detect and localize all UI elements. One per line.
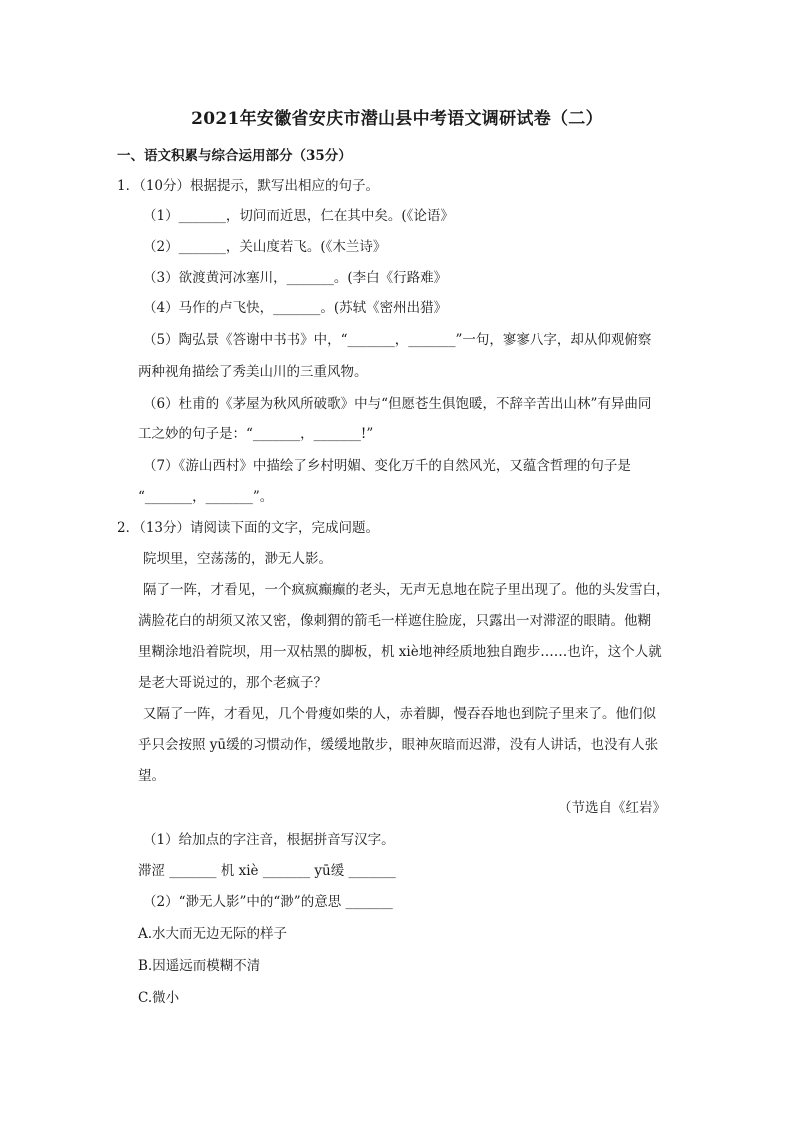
question-1-item: （5）陶弘景《答谢中书书》中，“_______，_______”一句，寥寥八字，却从仰观俯察 bbox=[143, 332, 652, 348]
question-1-stem: 1．（10分）根据提示，默写出相应的句子。 bbox=[117, 178, 380, 194]
passage-line: 乎只会按照 yū缓的习惯动作，缓缓地散步，眼神灰暗而迟滞，没有人讲话，也没有人张 bbox=[138, 737, 659, 753]
question-1-item: （3）欲渡黄河冰塞川，_______。(李白《行路难》 bbox=[143, 270, 448, 286]
question-2-sub1: （1）给加点的字注音，根据拼音写汉字。 bbox=[143, 832, 395, 848]
passage-line: 望。 bbox=[138, 768, 165, 784]
passage-line: 里糊涂地沿着院坝，用一双枯黑的脚板，机 xiè地神经质地独自跑步……也许，这个人就 bbox=[138, 644, 662, 660]
option-a: A.水大而无边无际的样子 bbox=[138, 926, 288, 942]
passage-line: 是老大哥说过的，那个老疯子？ bbox=[138, 675, 327, 691]
question-1-item: （6）杜甫的《茅屋为秋风所破歌》中与“但愿苍生俱饱暖，不辞辛苦出山林”有异曲同 bbox=[143, 396, 652, 412]
passage-line: 又隔了一阵，才看见，几个骨瘦如柴的人，赤着脚，慢吞吞地也到院子里来了。他们似 bbox=[143, 706, 656, 722]
question-1-item-continued: “_______，_______”。 bbox=[138, 489, 274, 505]
question-1-item: （4）马作的卢飞快，_______。(苏轼《密州出猎》 bbox=[143, 300, 448, 316]
option-b: B.因遥远而模糊不清 bbox=[138, 958, 261, 974]
question-2-sub1-answer: 滞涩 _______ 机 xiè _______ yū缓 _______ bbox=[138, 863, 396, 879]
question-2-stem: 2．（13分）请阅读下面的文字，完成问题。 bbox=[117, 520, 380, 536]
passage-line: 隔了一阵，才看见，一个疯疯癫癫的老头，无声无息地在院子里出现了。他的头发雪白， bbox=[143, 582, 670, 598]
question-1-item-continued: 工之妙的句子是：“_______，_______!” bbox=[138, 426, 374, 442]
page-title: 2021年安徽省安庆市潜山县中考语文调研试卷（二） bbox=[191, 109, 603, 129]
passage-line: 满脸花白的胡须又浓又密，像刺猬的箭毛一样遮住脸庞，只露出一对滞涩的眼睛。他糊 bbox=[138, 613, 651, 629]
option-c: C.微小 bbox=[138, 990, 180, 1006]
question-1-item-continued: 两种视角描绘了秀美山川的三重风物。 bbox=[138, 364, 368, 380]
passage-line: 院坝里，空荡荡的，渺无人影。 bbox=[143, 551, 332, 567]
question-1-item: （2）_______，关山度若飞。(《木兰诗》 bbox=[143, 239, 387, 255]
section-heading: 一、语文积累与综合运用部分（35分） bbox=[117, 148, 352, 164]
question-1-item: （1）_______，切问而近思，仁在其中矣。(《论语》 bbox=[143, 208, 454, 224]
question-2-sub2: （2）“渺无人影”中的“渺”的意思 _______ bbox=[143, 894, 393, 910]
passage-source: （节选自《红岩》 bbox=[558, 800, 666, 816]
question-1-item: （7）《游山西村》中描绘了乡村明媚、变化万千的自然风光，又蕴含哲理的句子是 bbox=[143, 458, 631, 474]
